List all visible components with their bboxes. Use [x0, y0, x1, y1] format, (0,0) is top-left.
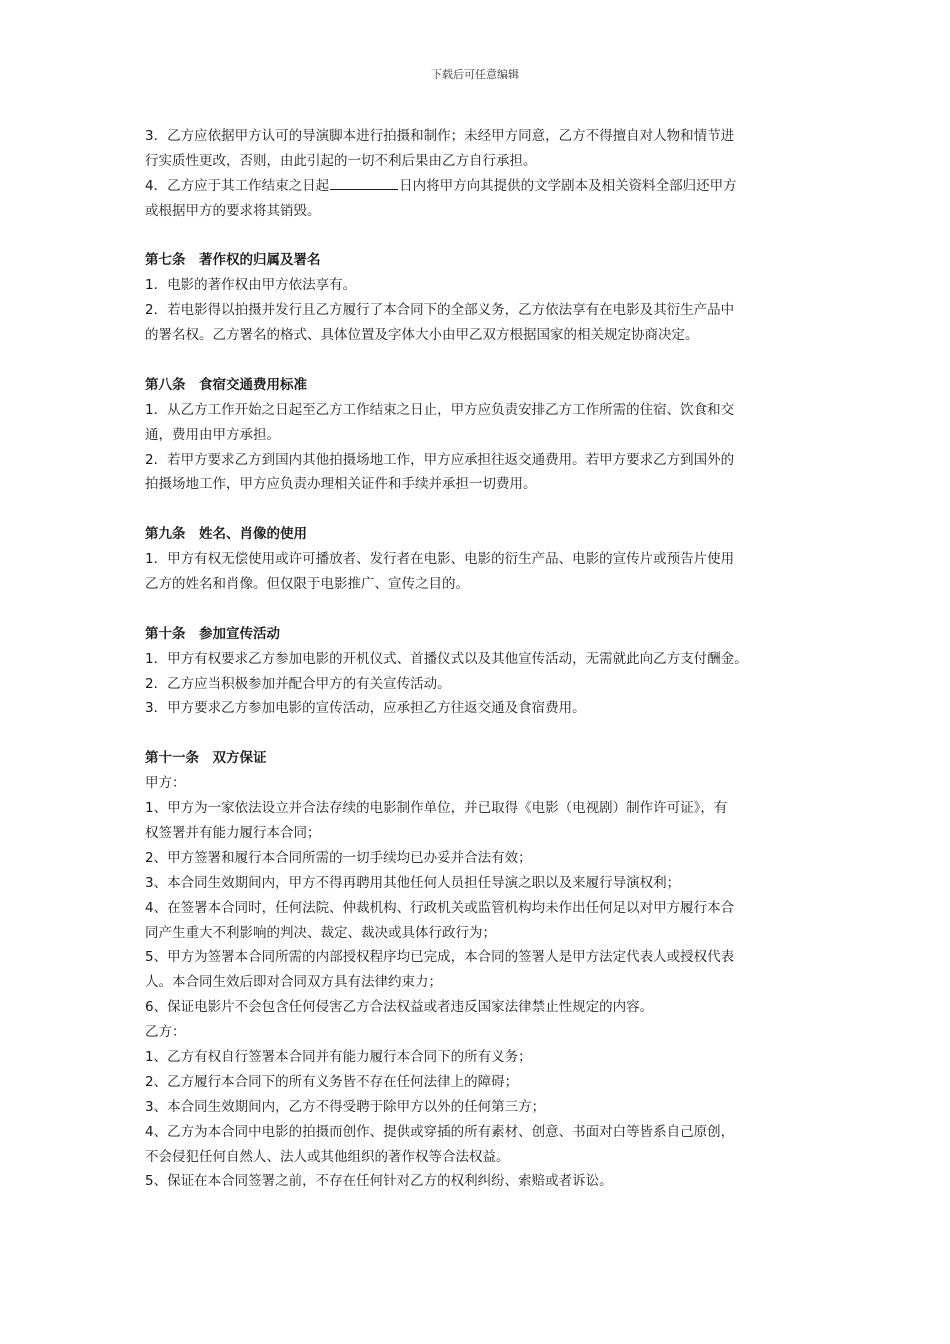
section-8-line: 1．从乙方工作开始之日起至乙方工作结束之日止，甲方应负责安排乙方工作所需的住宿、饮食和交	[145, 401, 735, 418]
section-7-line: 2．若电影得以拍摄并发行且乙方履行了本合同下的全部义务，乙方依法享有在电影及其衍生产品中	[145, 302, 735, 319]
section-10-line: 2．乙方应当积极参加并配合甲方的有关宣传活动。	[145, 675, 451, 692]
section-8-line: 通，费用由甲方承担。	[145, 426, 280, 443]
section-7-title: 第七条 著作权的归属及署名	[145, 252, 321, 269]
section-spacer	[145, 497, 825, 522]
section-7-line: 的署名权。乙方署名的格式、具体位置及字体大小由甲乙双方根据国家的相关规定协商决定。	[145, 327, 699, 344]
section-spacer	[145, 721, 825, 746]
section-9-line: 乙方的姓名和肖像。但仅限于电影推广、宣传之目的。	[145, 576, 469, 593]
section-11-line: 人。本合同生效后即对合同双方具有法律约束力；	[145, 974, 442, 991]
section-11-line: 权签署并有能力履行本合同；	[145, 824, 321, 841]
section-8-title: 第八条 食宿交通费用标准	[145, 376, 307, 393]
section-9-title: 第九条 姓名、肖像的使用	[145, 526, 307, 543]
clause-6-3-line-1: 3．乙方应依据甲方认可的导演脚本进行拍摄和制作；未经甲方同意，乙方不得擅自对人物和情节进	[145, 128, 735, 144]
contract-body	[145, 124, 825, 1194]
section-11-title: 第十一条 双方保证	[145, 750, 267, 767]
section-11-line: 5、甲方为签署本合同所需的内部授权程序均已完成，本合同的签署人是甲方法定代表人或授权代表	[145, 949, 735, 966]
section-11-line: 5、保证在本合同签署之前，不存在任何针对乙方的权利纠纷、索赔或者诉讼。	[145, 1173, 613, 1190]
section-11-line: 2、甲方签署和履行本合同所需的一切手续均已办妥并合法有效；	[145, 849, 532, 866]
section-8-line: 拍摄场地工作，甲方应负责办理相关证件和手续并承担一切费用。	[145, 476, 537, 493]
section-11-line: 4、乙方为本合同中电影的拍摄而创作、提供或穿插的所有素材、创意、书面对白等皆系自己原创，	[145, 1123, 735, 1140]
section-11-line: 乙方：	[145, 1024, 186, 1041]
section-11-line: 甲方：	[145, 775, 186, 792]
clause-6-4-line-2: 或根据甲方的要求将其销毁。	[145, 202, 321, 219]
section-8-line: 2．若甲方要求乙方到国内其他拍摄场地工作，甲方应承担往返交通费用。若甲方要求乙方到国外的	[145, 451, 735, 468]
clause-6-4-text-after: 日内将甲方向其提供的文学剧本及相关资料全部归还甲方	[399, 177, 737, 194]
section-spacer	[145, 224, 825, 249]
page-header: 下载后可任意编辑	[431, 68, 519, 81]
clause-6-4-text-before: 4．乙方应于其工作结束之日起	[145, 177, 330, 194]
section-11-line: 1、甲方为一家依法设立并合法存续的电影制作单位，并已取得《电影（电视剧）制作许可证》，有	[145, 800, 728, 817]
section-11-line: 不会侵犯任何自然人、法人或其他组织的著作权等合法权益。	[145, 1148, 510, 1165]
section-10-line: 1．甲方有权要求乙方参加电影的开机仪式、首播仪式以及其他宣传活动，无需就此向乙方支付酬金。	[145, 650, 748, 667]
section-11-line: 同产生重大不利影响的判决、裁定、裁决或具体行政行为；	[145, 924, 496, 941]
section-spacer	[145, 348, 825, 373]
section-11-line: 4、在签署本合同时，任何法院、仲裁机构、行政机关或监管机构均未作出任何足以对甲方履行本合	[145, 899, 735, 916]
clause-6-4-line-1	[145, 174, 825, 199]
section-11-line: 3、本合同生效期间内，乙方不得受聘于除甲方以外的任何第三方；	[145, 1098, 546, 1115]
section-10-title: 第十条 参加宣传活动	[145, 625, 280, 642]
section-11-line: 6、保证电影片不会包含任何侵害乙方合法权益或者违反国家法律禁止性规定的内容。	[145, 999, 654, 1016]
clause-6-3-line-2: 行实质性更改，否则，由此引起的一切不利后果由乙方自行承担。	[145, 152, 537, 169]
section-11-line: 2、乙方履行本合同下的所有义务皆不存在任何法律上的障碍；	[145, 1073, 519, 1090]
section-spacer	[145, 597, 825, 622]
section-10-line: 3．甲方要求乙方参加电影的宣传活动，应承担乙方往返交通及食宿费用。	[145, 700, 586, 717]
fill-in-blank	[330, 175, 398, 190]
section-11-line: 1、乙方有权自行签署本合同并有能力履行本合同下的所有义务；	[145, 1048, 532, 1065]
section-9-line: 1．甲方有权无偿使用或许可播放者、发行者在电影、电影的衍生产品、电影的宣传片或预告片使用	[145, 551, 735, 568]
section-7-line: 1．电影的著作权由甲方依法享有。	[145, 277, 357, 294]
section-11-line: 3、本合同生效期间内，甲方不得再聘用其他任何人员担任导演之职以及来履行导演权利；	[145, 874, 681, 891]
